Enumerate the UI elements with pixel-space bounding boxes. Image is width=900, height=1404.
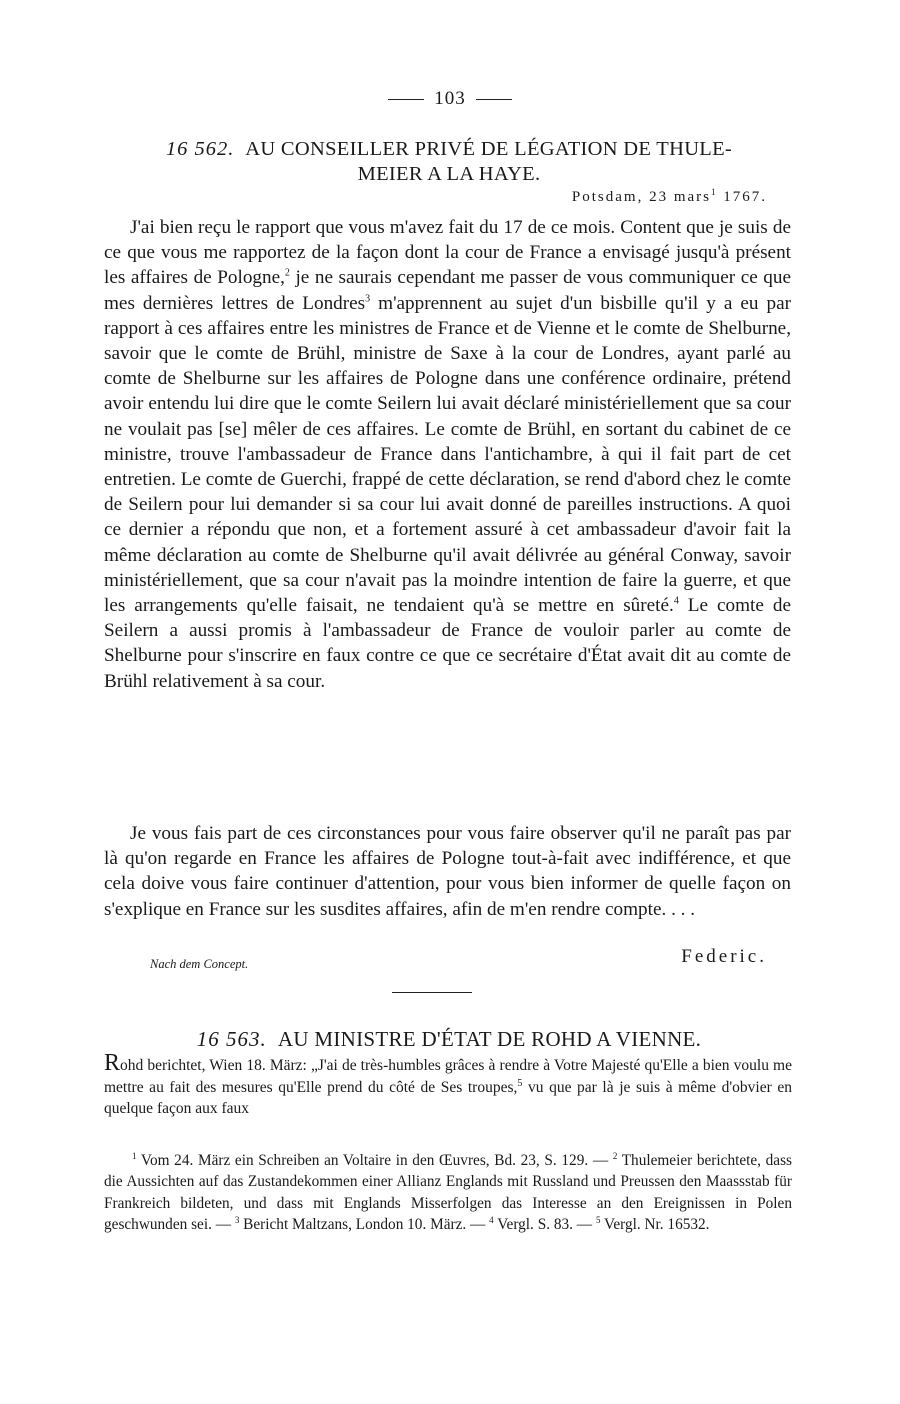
footnote-mark-2: 2 [284,268,290,280]
footnote-2-mark: 2 [612,1150,618,1161]
dateline-footnote-mark: 1 [711,187,718,197]
page-number [0,88,900,110]
p1-text-a: J'ai bien reçu le rapport que vous m'avez fait du 17 de ce mois. Content que je suis de ce que vous me rapportez de la façon dont la cour de France a envisagé jusqu'à présent les affaires de Pologne, [104,217,791,289]
footnote-mark-5: 5 [517,1077,523,1089]
footnote-5-mark: 5 [595,1214,601,1225]
p1-text-c: m'apprennent au sujet d'un bisbille qu'il y a eu par rapport à ces affaires entre les ministres de France et de Vienne et le comte de Shelburne, savoir que le comte de Brühl, ministre de Saxe à la cour de Londres, ayant parlé au comte de Shelburne sur les affaires de Pologne dans une conférence ordinaire, prétend avoir entendu lui dire que le comte Seilern lui avait déclaré ministériellement que sa cour ne voulait pas [se] mêler de ces affaires. Le comte de Brühl, en sortant du cabinet de ce ministre, trouve l'ambassadeur de France dans l'antichambre, à qui il fait part de cet entretien. Le comte de Guerchi, frappé de cette déclaration, se rend d'abord chez le comte de Seilern pour lui demander si sa cour lui avait donné de pareilles instructions. A quoi ce dernier a répondu que non, et a fortement assuré à cet ambassadeur d'avoir fait la même déclaration au comte de Shelburne qu'il avait délivrée au général Conway, savoir ministériellement, que sa cour n'avait pas la moindre intention de faire la guerre, et que les arrangements qu'elle faisait, ne tendaient qu'à se mettre en sûreté. [104,292,791,617]
letter1-title-line2: MEIER A LA HAYE. [357,163,541,185]
letter1-heading-line1 [104,137,794,162]
dateline-year: 1767. [717,189,767,205]
footnote-3: Bericht Maltzans, London 10. März. — [239,1215,490,1233]
letter2-text-b: vu que par là je suis à même d'obvier en quelque façon aux faux [104,1078,793,1117]
letter1-heading [104,137,794,187]
page-number-dash-left [388,99,424,100]
footnote-1-mark: 1 [132,1150,137,1161]
letter1-paragraph-2: Je vous fais part de ces circonstances pour vous faire observer qu'il ne paraît pas par là qu'on regarde en France les affaires de Pologne tout-à-fait avec indifférence, et que cela doive vous faire continuer d'attention, pour vous bien informer de quelle façon on s'explique en France sur les susdites affaires, afin de m'en rendre compte. . . . [104,823,791,920]
footnote-mark-4: 4 [673,595,679,607]
letter2-text-a: ohd berichtet, Wien 18. März: „J'ai de très-humbles grâces à rendre à Votre Majesté qu'Elle a bien voulu me mettre au fait des mesures qu'Elle prend du côté de Ses troupes, [104,1057,792,1096]
page-number-text: 103 [434,88,466,109]
footnote-3-mark: 3 [234,1214,240,1225]
letter2-summary [104,1050,793,1120]
dateline-place: Potsdam, 23 mars [571,189,711,205]
footnote-4-mark: 4 [489,1214,494,1225]
footnote-5: Vergl. Nr. 16532. [600,1215,710,1233]
dropcap: R [104,1050,121,1076]
letter1-number: 16 562. [165,138,235,160]
letter2-number: 16 563. [196,1027,267,1051]
p1-text-d: Le comte de Seilern a aussi promis à l'ambassadeur de France de vouloir parler au comte de Shelburne pour s'inscrire en faux contre ce que ce secrétaire d'État avait dit au comte de Brühl relativement à sa cour. [104,595,791,692]
page-number-dash-right [476,99,512,100]
footnote-2: Thulemeier berichtete, dass die Aussichten auf das Zustandekommen einer Allianz Englands mit Russland und Preussen den Maassstab für Frankreich bildeten, und dass mit Englands Misserfolgen das Interesse an den Ereignissen in Polen geschwunden sei. — [104,1152,793,1233]
letter1-title-line1: AU CONSEILLER PRIVÉ DE LÉGATION DE THULE- [245,138,733,160]
source-note: Nach dem Concept. [150,957,249,971]
signature: Federic. [681,946,767,967]
footnote-mark-3: 3 [365,293,371,305]
footnotes [104,1150,792,1235]
section-divider [392,992,472,993]
letter1-dateline [572,187,767,206]
letter1-paragraph-1 [104,215,791,694]
p1-text-b: je ne saurais cependant me passer de vous communiquer ce que mes dernières lettres de Londres [104,267,791,314]
letter2-heading [104,1027,794,1052]
footnote-4: Vergl. S. 83. — [493,1215,596,1233]
footnote-1: Vom 24. März ein Schreiben an Voltaire in den Œuvres, Bd. 23, S. 129. — [136,1152,613,1169]
letter2-title: AU MINISTRE D'ÉTAT DE ROHD A VIENNE. [277,1027,702,1051]
